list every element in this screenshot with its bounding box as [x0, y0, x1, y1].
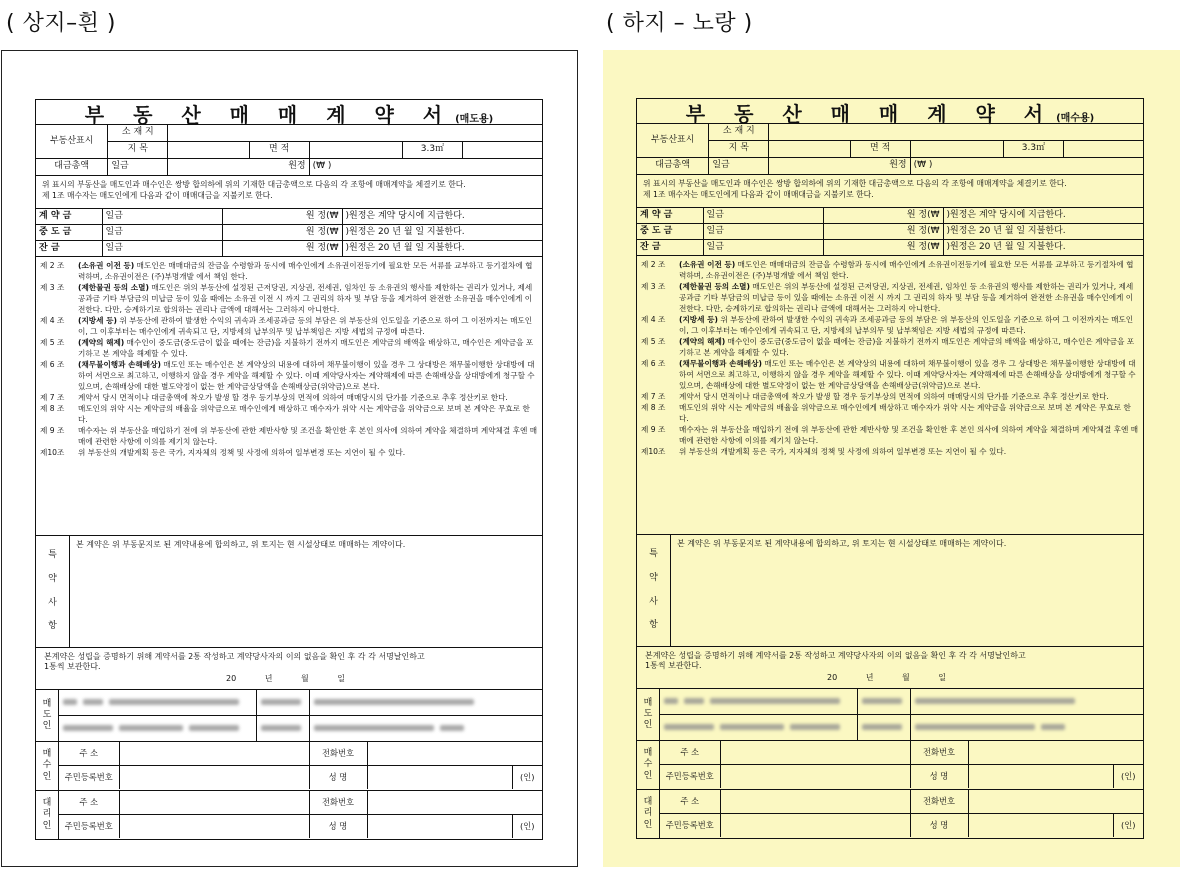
payment-label: 계 약 금	[36, 209, 102, 225]
agent-name-field[interactable]	[968, 814, 1113, 838]
agent-phone-field[interactable]	[968, 790, 1143, 814]
agent-section	[637, 789, 1143, 838]
payment-prefix: 일금	[703, 240, 823, 256]
total-won-label: 원정	[288, 161, 306, 172]
article-text: 위 부동산에 관하여 발생한 수익의 귀속과 조세공과금 등의 부담은 위 부동산의 인도일을 기준으로 하여 그 이전까지는 매도인이, 그 이후부터는 매수인에게 귀속되고 단, 지방세의 납부의무 및 납부책임은 지방 세법의 규정에 따른다.	[679, 315, 1134, 335]
seller-section	[36, 689, 542, 741]
land-category-label: 지 목	[108, 142, 168, 159]
article-text: 매도인 또는 매수인은 본 계약상의 내용에 대하여 채무불이행이 있을 경우 그 상대방은 채무불이행한 상대방에 대하여 서면으로 최고하고, 이행하지 않을 경우 계약을 해제할 수 있다. 이때 계약당사자는 계약해제에 따른 손해배상을 상대방에게 청구할 수 있으며, 손해배상에 대한 별도약정이 없는 한 계약금상당액을 손해배상금(위약금)으로 본다.	[78, 360, 535, 391]
special-terms-text[interactable]: 본 계약은 위 부동문지로 된 계약내용에 합의하고, 위 토지는 현 시설상태로 매매하는 계약이다.	[677, 539, 1007, 548]
closing-line-2: 1통씩 보관한다.	[44, 662, 101, 672]
special-label-char: 사	[649, 596, 658, 607]
buyer-label-char: 인	[643, 770, 653, 781]
area-field[interactable]	[309, 142, 402, 159]
payment-note[interactable]: )원정은 계약 당시에 지급한다.	[342, 209, 542, 225]
contract-date	[827, 673, 972, 683]
buyer-rrn-field[interactable]	[720, 765, 910, 789]
total-price-label: 대금총액	[637, 158, 709, 175]
land-category-field[interactable]	[769, 141, 851, 158]
article-body	[679, 402, 1139, 424]
article-body	[78, 260, 538, 282]
agent-label-char: 대	[42, 798, 52, 809]
article-text: 매도인은 매매대금의 잔금을 수령함과 동시에 매수인에게 소유권이전등기에 필요한 모든 서류를 교부하고 등기절차에 협력하며, 소유권이전은 (주)부명개발 에서 책임 한다.	[679, 260, 1134, 280]
article-heading: (소유권 이전 등)	[78, 261, 135, 270]
buyer-section	[36, 741, 542, 790]
article	[40, 260, 538, 282]
special-label-char: 사	[48, 597, 57, 608]
buyer-label-char: 수	[42, 760, 52, 771]
payment-label: 잔 금	[36, 241, 102, 257]
article-body	[679, 259, 1139, 281]
article-body	[78, 403, 538, 425]
article-text: 매도인 또는 매수인은 본 계약상의 내용에 대하여 채무불이행이 있을 경우 그 상대방은 채무불이행한 상대방에 대하여 서면으로 최고하고, 이행하지 않을 경우 계약을 해제할 수 있다. 이때 계약당사자는 계약해제에 따른 손해배상을 상대방에게 청구할 수 있으며, 손해배상에 대한 별도약정이 없는 한 계약금상당액을 손해배상금(위약금)으로 본다.	[679, 359, 1136, 390]
buyer-rrn-label: 주민등록번호	[59, 766, 119, 790]
redacted-cell	[911, 715, 1143, 741]
total-price-prefix: 일금	[709, 158, 769, 175]
buyer-label-char: 수	[643, 759, 653, 770]
agent-label-char: 대	[643, 797, 653, 808]
intro-text	[637, 174, 1143, 207]
article-text: 매도인의 위약 시는 계약금의 배율을 위약금으로 매수인에게 배상하고 매수자가 위약 시는 계약금을 위약금으로 보며 본 계약은 무효로 한다.	[679, 403, 1131, 423]
agent-seal[interactable]: (인)	[512, 815, 542, 839]
contract-articles	[36, 256, 542, 535]
closing-statement	[36, 647, 542, 689]
article	[40, 315, 538, 337]
buyer-label	[637, 741, 660, 789]
agent-address-field[interactable]	[720, 790, 910, 814]
date-month-unit: 월	[902, 673, 910, 682]
intro-line-1: 위 표시의 부동산을 매도인과 매수인은 쌍방 합의하에 위의 기재한 대금총액으로 다음의 각 조항에 매매계약을 체결키로 한다.	[643, 179, 1067, 188]
article-number: 제 4 조	[641, 315, 666, 324]
copy-type: (매수용)	[1056, 113, 1095, 124]
buyer-phone-field[interactable]	[968, 741, 1143, 765]
redacted-cell	[257, 716, 310, 742]
special-terms-text[interactable]: 본 계약은 위 부동문지로 된 계약내용에 합의하고, 위 토지는 현 시설상태로 매매하는 계약이다.	[76, 540, 406, 549]
article-body	[679, 336, 1139, 358]
article-heading: (제한물권 등의 소멸)	[679, 282, 750, 291]
agent-address-label: 주 소	[660, 790, 720, 814]
seller-label-char: 인	[42, 721, 52, 732]
total-price-numeric[interactable]: (₩ )	[309, 159, 542, 176]
intro-line-1: 위 표시의 부동산을 매도인과 매수인은 쌍방 합의하에 위의 기재한 대금총액으로 다음의 각 조항에 매매계약을 체결키로 한다.	[42, 180, 466, 189]
agent-name-label: 성 명	[309, 815, 367, 839]
area-label: 면 적	[850, 141, 910, 158]
agent-rrn-field[interactable]	[720, 814, 910, 838]
buyer-address-label: 주 소	[660, 741, 720, 765]
payment-prefix: 일금	[102, 225, 222, 241]
buyer-name-label: 성 명	[309, 766, 367, 790]
buyer-rrn-field[interactable]	[119, 766, 309, 790]
closing-statement	[637, 646, 1143, 688]
payment-prefix: 일금	[102, 241, 222, 257]
contract-title: 부 동 산 매 매 계 약 서	[685, 102, 1055, 126]
redacted-cell	[257, 690, 310, 716]
buyer-seal[interactable]: (인)	[1113, 765, 1143, 789]
buyer-phone-field[interactable]	[367, 742, 542, 766]
seller-label	[637, 689, 660, 740]
article-body	[679, 358, 1139, 391]
area-unit: 3.3㎡	[403, 142, 463, 159]
buyer-seal[interactable]: (인)	[512, 766, 542, 790]
payment-prefix: 일금	[703, 208, 823, 224]
agent-label-char: 리	[643, 808, 653, 819]
article	[641, 424, 1139, 446]
payment-label: 중 도 금	[637, 224, 703, 240]
payment-label: 중 도 금	[36, 225, 102, 241]
agent-name-field[interactable]	[367, 815, 512, 839]
intro-line-2: 제 1조 매수자는 매도인에게 다음과 같이 매매대금을 지불키로 한다.	[643, 190, 874, 200]
title-row	[637, 99, 1143, 124]
agent-label-char: 리	[42, 809, 52, 820]
contract-title: 부 동 산 매 매 계 약 서	[84, 103, 454, 127]
article-body	[78, 447, 538, 458]
area-unit: 3.3㎡	[1004, 141, 1064, 158]
agent-label-char: 인	[643, 819, 653, 830]
seller-label-char: 매	[643, 697, 653, 708]
payment-note[interactable]: )원정은 20 년 월 일 지불한다.	[342, 241, 542, 257]
article-body	[78, 425, 538, 447]
closing-line-1: 본계약은 성립을 증명하기 위해 계약서를 2통 작성하고 계약당사자의 이의 없음을 확인 후 각 각 서명날인하고	[645, 651, 1026, 660]
property-label: 부동산표시	[637, 124, 709, 158]
agent-phone-label: 전화번호	[309, 791, 367, 815]
payment-amount-field[interactable]: 원 정(₩	[823, 208, 943, 224]
article-heading: (지방세 등)	[78, 316, 117, 325]
redacted-cell	[310, 690, 542, 716]
date-year: 20	[827, 673, 838, 682]
payment-note[interactable]: )원정은 계약 당시에 지급한다.	[943, 208, 1143, 224]
payment-amount-field[interactable]: 원 정(₩	[823, 240, 943, 256]
payment-rows	[637, 208, 1143, 255]
total-price-field[interactable]	[769, 158, 910, 175]
article-text: 매도인은 위의 부동산에 설정된 근저당권, 지상권, 전세권, 임차인 등 소유권의 행사를 제한하는 권리가 있거나, 제세공과금 기타 부담금의 미납금 등이 있을 때에는 소유권 이전 시 까지 그 권리의 하자 및 부담 등을 제거하여 완전한 소유권을 매수인에게 이전한다. 다만, 승계하기로 합의하는 권리나 금액에 대해서는 그러하지 아니한다.	[679, 282, 1134, 313]
payment-label: 계 약 금	[637, 208, 703, 224]
contract-date	[226, 674, 371, 684]
payment-note[interactable]: )원정은 20 년 월 일 지불한다.	[943, 224, 1143, 240]
article-number: 제 6 조	[40, 360, 65, 369]
date-day-unit: 일	[938, 673, 947, 682]
article-body	[78, 392, 538, 403]
date-year-unit: 년	[865, 673, 874, 682]
buyer-phone-label: 전화번호	[309, 742, 367, 766]
buyer-address-field[interactable]	[720, 741, 910, 765]
buyer-label-char: 매	[42, 749, 52, 760]
location-label: 소 재 지	[709, 124, 769, 141]
agent-address-field[interactable]	[119, 791, 309, 815]
agent-rrn-label: 주민등록번호	[660, 814, 720, 838]
area-label: 면 적	[249, 142, 309, 159]
payment-note[interactable]: )원정은 20 년 월 일 지불한다.	[342, 225, 542, 241]
article-number: 제 2 조	[40, 261, 65, 270]
buyer-label	[36, 742, 59, 790]
article	[641, 446, 1139, 457]
buyer-address-label: 주 소	[59, 742, 119, 766]
article-text: 위 부동산의 개발계획 등은 국가, 지자체의 정책 및 사정에 의하여 일부변경 또는 지연이 될 수 있다.	[679, 447, 1007, 456]
copy-type: (매도용)	[455, 114, 494, 125]
article	[40, 392, 538, 403]
article-text: 매수자는 위 부동산을 매입하기 전에 위 부동산에 관한 제반사항 및 조건을 확인한 후 본인 의사에 의하여 계약을 체결하며 계약체결 후엔 매매에 관련한 사항에 이의를 제기치 않는다.	[679, 425, 1139, 445]
article-number: 제 8 조	[40, 404, 65, 413]
article-heading: (계약의 해제)	[78, 338, 125, 347]
article-body	[78, 282, 538, 315]
article-text: 매도인은 위의 부동산에 설정된 근저당권, 지상권, 전세권, 임차인 등 소유권의 행사를 제한하는 권리가 있거나, 제세공과금 기타 부담금의 미납금 등이 있을 때에는 소유권 이전 시 까지 그 권리의 하자 및 부담 등을 제거하여 완전한 소유권을 매수인에게 이전한다. 다만, 승계하기로 합의하는 권리나 금액에 대해서는 그러하지 아니한다.	[78, 283, 533, 314]
payment-note[interactable]: )원정은 20 년 월 일 지불한다.	[943, 240, 1143, 256]
date-month-unit: 월	[301, 674, 309, 683]
payment-prefix: 일금	[102, 209, 222, 225]
agent-name-label: 성 명	[910, 814, 968, 838]
redacted-cell	[660, 689, 858, 715]
article-heading: (채무불이행과 손해배상)	[679, 359, 762, 368]
article-text: 위 부동산의 개발계획 등은 국가, 지자체의 정책 및 사정에 의하여 일부변경 또는 지연이 될 수 있다.	[78, 448, 406, 457]
date-day-unit: 일	[337, 674, 346, 683]
seller-label-char: 도	[643, 708, 653, 719]
payment-label: 잔 금	[637, 240, 703, 256]
buyer-name-label: 성 명	[910, 765, 968, 789]
buyer-copy-sheet	[603, 50, 1180, 867]
redacted-cell	[858, 715, 911, 741]
contract-form	[636, 98, 1144, 839]
article-number: 제 9 조	[641, 425, 666, 434]
article	[40, 447, 538, 458]
article-text: 매수자는 위 부동산을 매입하기 전에 위 부동산에 관한 제반사항 및 조건을 확인한 후 본인 의사에 의하여 계약을 체결하며 계약체결 후엔 매매에 관련한 사항에 이의를 제기치 않는다.	[78, 426, 538, 446]
agent-label	[36, 791, 59, 839]
article	[641, 358, 1139, 391]
article-number: 제 4 조	[40, 316, 65, 325]
article	[40, 282, 538, 315]
payment-schedule	[36, 208, 542, 256]
article-text: 계약서 당시 면적이나 대금총액에 착오가 발생 할 경우 등기부상의 면적에 의하여 매매당시의 단가를 기준으로 추후 정산키로 한다.	[679, 392, 1109, 401]
seller-label-char: 매	[42, 698, 52, 709]
intro-text	[36, 175, 542, 208]
agent-seal[interactable]: (인)	[1113, 814, 1143, 838]
date-year-unit: 년	[264, 674, 273, 683]
redacted-cell	[858, 689, 911, 715]
total-price-field[interactable]	[168, 159, 309, 176]
caption-yellow-copy: ( 하지 – 노랑 )	[606, 11, 753, 36]
seller-label-char: 인	[643, 720, 653, 731]
seller-label	[36, 690, 59, 741]
total-price-label: 대금총액	[36, 159, 108, 176]
article-body	[78, 337, 538, 359]
buyer-label-char: 인	[42, 771, 52, 782]
agent-section	[36, 790, 542, 839]
buyer-section	[637, 740, 1143, 789]
redacted-cell	[911, 689, 1143, 715]
total-price-prefix: 일금	[108, 159, 168, 176]
article-heading: (제한물권 등의 소멸)	[78, 283, 149, 292]
payment-amount-field[interactable]: 원 정(₩	[222, 225, 342, 241]
property-table	[36, 125, 542, 175]
payment-amount-field[interactable]: 원 정(₩	[222, 241, 342, 257]
property-label: 부동산표시	[36, 125, 108, 159]
payment-schedule	[637, 207, 1143, 255]
special-label-char: 특	[48, 550, 57, 561]
area-field[interactable]	[910, 141, 1003, 158]
payment-row	[36, 209, 542, 225]
special-label-char: 항	[48, 621, 57, 632]
article	[641, 314, 1139, 336]
article	[641, 391, 1139, 402]
area-unit-field[interactable]	[462, 142, 542, 159]
article-body	[78, 315, 538, 337]
article-body	[679, 424, 1139, 446]
special-terms	[637, 534, 1143, 646]
caption-white-copy: ( 상지–흰 )	[6, 11, 116, 36]
payment-amount-field[interactable]: 원 정(₩	[823, 224, 943, 240]
article	[40, 359, 538, 392]
agent-phone-field[interactable]	[367, 791, 542, 815]
article-body	[679, 446, 1139, 457]
article-number: 제 6 조	[641, 359, 666, 368]
article	[641, 281, 1139, 314]
article	[641, 402, 1139, 424]
payment-prefix: 일금	[703, 224, 823, 240]
article-heading: (지방세 등)	[679, 315, 718, 324]
closing-line-2: 1통씩 보관한다.	[645, 661, 702, 671]
agent-label-char: 인	[42, 820, 52, 831]
location-label: 소 재 지	[108, 125, 168, 142]
article-text: 매수인이 중도금(중도금이 없을 때에는 잔금)을 지불하기 전까지 매도인은 계약금의 배액을 배상하고, 매수인은 계약금을 포기하고 본 계약을 해제할 수 있다.	[679, 337, 1135, 357]
agent-rrn-label: 주민등록번호	[59, 815, 119, 839]
redacted-cell	[660, 715, 858, 741]
article	[641, 259, 1139, 281]
date-year: 20	[226, 674, 237, 683]
seller-label-char: 도	[42, 709, 52, 720]
article-number: 제10조	[641, 447, 666, 456]
buyer-label-char: 매	[643, 748, 653, 759]
article-text: 매수인이 중도금(중도금이 없을 때에는 잔금)을 지불하기 전까지 매도인은 계약금의 배액을 배상하고, 매수인은 계약금을 포기하고 본 계약을 해제할 수 있다.	[78, 338, 534, 358]
redacted-cell	[310, 716, 542, 742]
article-body	[679, 314, 1139, 336]
contract-form	[35, 99, 543, 840]
special-label-char: 항	[649, 620, 658, 631]
redacted-cell	[59, 690, 257, 716]
article-number: 제 9 조	[40, 426, 65, 435]
payment-row	[36, 225, 542, 241]
property-table	[637, 124, 1143, 174]
total-price-numeric[interactable]: (₩ )	[910, 158, 1143, 175]
special-label-char: 약	[649, 572, 658, 583]
article	[40, 337, 538, 359]
article-heading: (소유권 이전 등)	[679, 260, 736, 269]
payment-row	[637, 208, 1143, 224]
special-label-char: 특	[649, 549, 658, 560]
buyer-name-field[interactable]	[968, 765, 1113, 789]
article	[641, 336, 1139, 358]
article-body	[679, 281, 1139, 314]
special-terms-label	[36, 536, 70, 647]
payment-row	[36, 241, 542, 257]
seller-redacted-info	[660, 689, 1143, 740]
article-body	[78, 359, 538, 392]
agent-label	[637, 790, 660, 838]
closing-line-1: 본계약은 성립을 증명하기 위해 계약서를 2통 작성하고 계약당사자의 이의 없음을 확인 후 각 각 서명날인하고	[44, 652, 425, 661]
total-won-label: 원정	[889, 160, 907, 171]
article-number: 제 3 조	[641, 282, 666, 291]
article-text: 매도인의 위약 시는 계약금의 배율을 위약금으로 매수인에게 배상하고 매수자가 위약 시는 계약금을 위약금으로 보며 본 계약은 무효로 한다.	[78, 404, 530, 424]
redacted-cell	[59, 716, 257, 742]
buyer-name-field[interactable]	[367, 766, 512, 790]
payment-row	[637, 240, 1143, 256]
article-number: 제 7 조	[40, 393, 65, 402]
seller-copy-sheet	[1, 50, 578, 867]
article	[40, 403, 538, 425]
article-text: 매도인은 매매대금의 잔금을 수령함과 동시에 매수인에게 소유권이전등기에 필요한 모든 서류를 교부하고 등기절차에 협력하며, 소유권이전은 (주)부명개발 에서 책임 한다.	[78, 261, 533, 281]
buyer-phone-label: 전화번호	[910, 741, 968, 765]
payment-rows	[36, 209, 542, 256]
buyer-address-field[interactable]	[119, 742, 309, 766]
buyer-rrn-label: 주민등록번호	[660, 765, 720, 789]
land-category-label: 지 목	[709, 141, 769, 158]
article-number: 제 8 조	[641, 403, 666, 412]
article-number: 제 5 조	[641, 337, 666, 346]
area-unit-field[interactable]	[1063, 141, 1143, 158]
article-heading: (계약의 해제)	[679, 337, 726, 346]
special-terms-label	[637, 535, 671, 646]
payment-row	[637, 224, 1143, 240]
special-label-char: 약	[48, 573, 57, 584]
title-row	[36, 100, 542, 125]
agent-phone-label: 전화번호	[910, 790, 968, 814]
seller-redacted-info	[59, 690, 542, 741]
payment-amount-field[interactable]: 원 정(₩	[222, 209, 342, 225]
article-text: 위 부동산에 관하여 발생한 수익의 귀속과 조세공과금 등의 부담은 위 부동산의 인도일을 기준으로 하여 그 이전까지는 매도인이, 그 이후부터는 매수인에게 귀속되고 단, 지방세의 납부의무 및 납부책임은 지방 세법의 규정에 따른다.	[78, 316, 533, 336]
article-number: 제 7 조	[641, 392, 666, 401]
land-category-field[interactable]	[168, 142, 250, 159]
article-number: 제10조	[40, 448, 65, 457]
intro-line-2: 제 1조 매수자는 매도인에게 다음과 같이 매매대금을 지불키로 한다.	[42, 191, 273, 201]
special-terms	[36, 535, 542, 647]
article-number: 제 2 조	[641, 260, 666, 269]
article-body	[679, 391, 1139, 402]
agent-rrn-field[interactable]	[119, 815, 309, 839]
article-number: 제 5 조	[40, 338, 65, 347]
seller-section	[637, 688, 1143, 740]
article	[40, 425, 538, 447]
article-text: 계약서 당시 면적이나 대금총액에 착오가 발생 할 경우 등기부상의 면적에 의하여 매매당시의 단가를 기준으로 추후 정산키로 한다.	[78, 393, 508, 402]
article-number: 제 3 조	[40, 283, 65, 292]
contract-articles	[637, 255, 1143, 534]
article-heading: (채무불이행과 손해배상)	[78, 360, 161, 369]
agent-address-label: 주 소	[59, 791, 119, 815]
